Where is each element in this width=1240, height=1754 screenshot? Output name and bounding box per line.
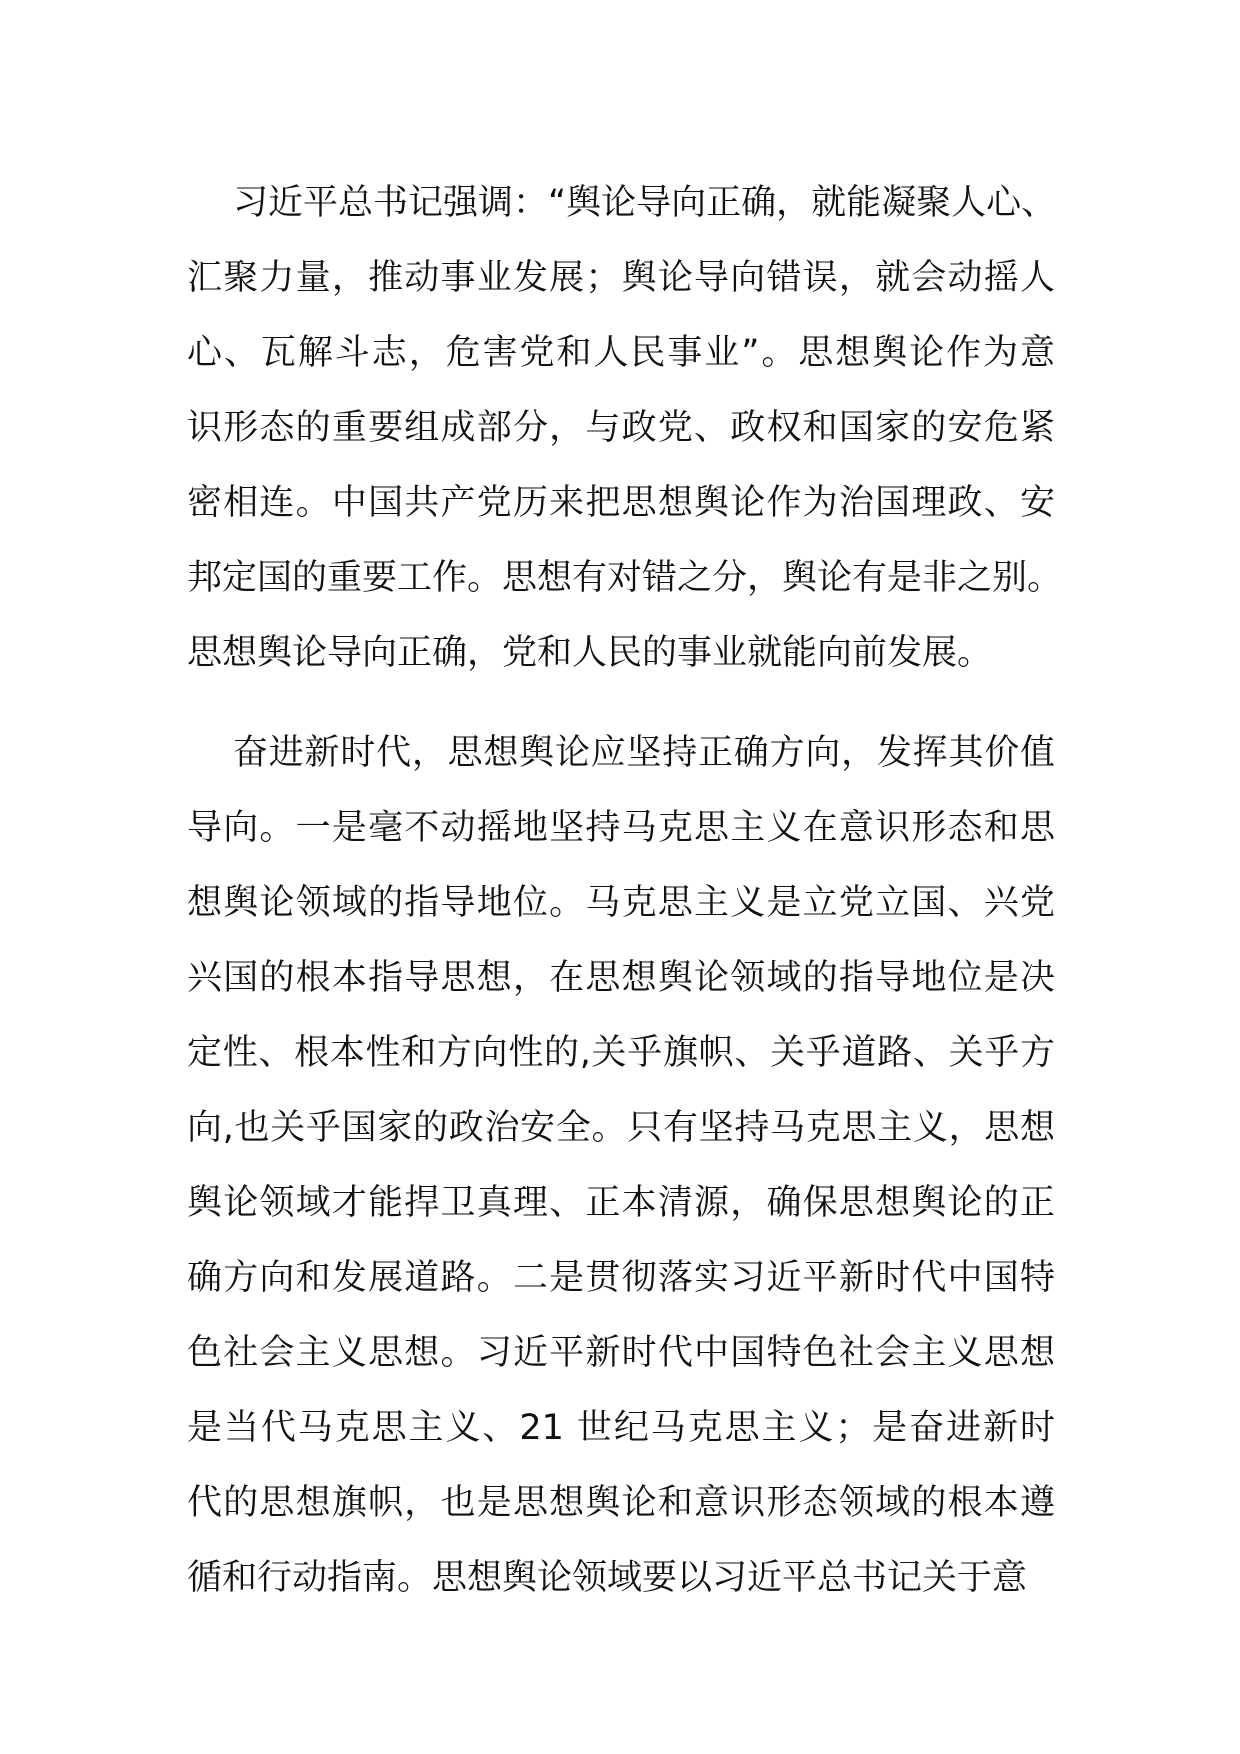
paragraph-2 <box>187 716 1055 1616</box>
paragraph-line: 汇聚力量，推动事业发展；舆论导向错误，就会动摇人 <box>187 258 1055 298</box>
paragraph-line: 定性、根本性和方向性的,关乎旗帜、关乎道路、关乎方 <box>187 1033 1055 1073</box>
paragraph-1 <box>187 166 1063 691</box>
paragraph-line: 代的思想旗帜，也是思想舆论和意识形态领域的根本遵 <box>187 1483 1055 1523</box>
paragraph-line: 邦定国的重要工作。思想有对错之分，舆论有是非之别。 <box>187 558 1063 598</box>
paragraph-line: 奋进新时代，思想舆论应坚持正确方向，发挥其价值 <box>233 733 1055 773</box>
paragraph-line: 习近平总书记强调：“舆论导向正确，就能凝聚人心、 <box>233 183 1057 223</box>
paragraph-line: 导向。一是毫不动摇地坚持马克思主义在意识形态和思 <box>187 808 1055 848</box>
paragraph-line: 循和行动指南。思想舆论领域要以习近平总书记关于意 <box>187 1558 1028 1598</box>
paragraph-line: 兴国的根本指导思想，在思想舆论领域的指导地位是决 <box>187 958 1055 998</box>
paragraph-line: 心、瓦解斗志，危害党和人民事业”。思想舆论作为意 <box>187 333 1055 373</box>
paragraph-line: 思想舆论导向正确，党和人民的事业就能向前发展。 <box>187 633 993 673</box>
paragraph-line: 识形态的重要组成部分，与政党、政权和国家的安危紧 <box>187 408 1055 448</box>
paragraph-spacer <box>187 691 1055 716</box>
paragraph-line: 向,也关乎国家的政治安全。只有坚持马克思主义，思想 <box>187 1108 1055 1148</box>
document-body <box>187 166 1063 1616</box>
paragraph-line: 想舆论领域的指导地位。马克思主义是立党立国、兴党 <box>187 883 1055 923</box>
paragraph-line: 密相连。中国共产党历来把思想舆论作为治国理政、安 <box>187 483 1055 523</box>
paragraph-line: 确方向和发展道路。二是贯彻落实习近平新时代中国特 <box>187 1258 1055 1298</box>
paragraph-line: 是当代马克思主义、21 世纪马克思主义；是奋进新时 <box>187 1408 1055 1448</box>
paragraph-line: 色社会主义思想。习近平新时代中国特色社会主义思想 <box>187 1333 1055 1373</box>
paragraph-line: 舆论领域才能捍卫真理、正本清源，确保思想舆论的正 <box>187 1183 1055 1223</box>
